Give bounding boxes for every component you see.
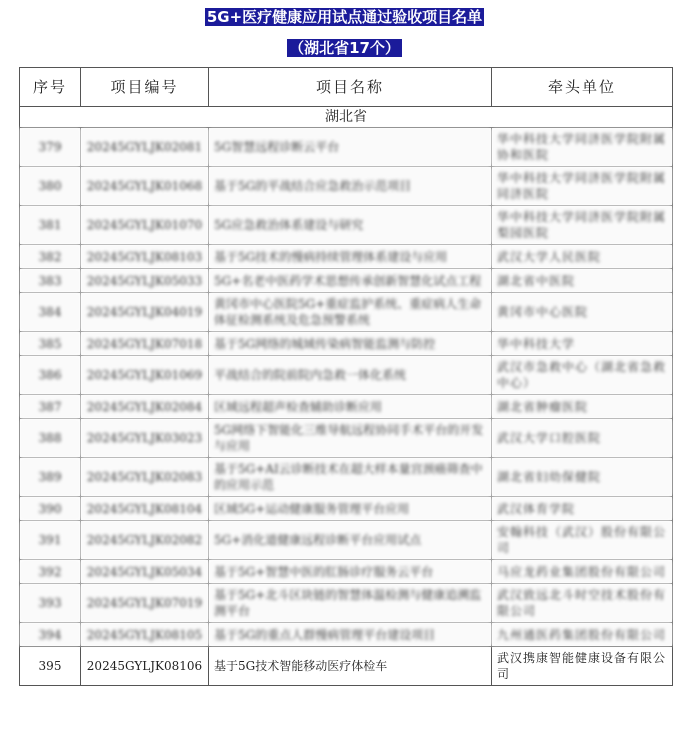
row-index: 383 [20,269,81,293]
header-project-code: 项目编号 [81,68,209,107]
project-code: 20245GYLJK02083 [81,458,209,497]
header-lead-unit: 牵头单位 [492,68,673,107]
table-row [20,332,673,356]
table-row [20,521,673,560]
project-name: 基于5G+北斗区块链的智慧体温检测与健康追溯监测平台 [209,584,492,623]
row-index: 389 [20,458,81,497]
project-name: 基于5G的平战结合应急救治示范项目 [209,167,492,206]
table-row [20,560,673,584]
project-code: 20245GYLJK02084 [81,395,209,419]
lead-unit: 安翰科技（武汉）股份有限公司 [492,521,673,560]
province-label: 湖北省 [20,107,673,128]
row-index: 381 [20,206,81,245]
table-row [20,419,673,458]
project-code: 20245GYLJK01069 [81,356,209,395]
project-name: 黄冈市中心医院5G+重症监护系统、重症病人生命体征检测系统及危急预警系统 [209,293,492,332]
row-index: 390 [20,497,81,521]
project-name: 基于5G技术智能移动医疗体检车 [209,647,492,686]
header-index: 序号 [20,68,81,107]
lead-unit: 武汉大学口腔医院 [492,419,673,458]
project-name: 5G网络下智能化三维导航远程协同手术平台的开发与应用 [209,419,492,458]
project-code: 20245GYLJK01070 [81,206,209,245]
lead-unit: 湖北省肿瘤医院 [492,395,673,419]
row-index: 391 [20,521,81,560]
table-row [20,623,673,647]
row-index: 387 [20,395,81,419]
lead-unit: 华中科技大学同济医学院附属协和医院 [492,128,673,167]
project-name: 基于5G网络的城域传染病智能监测与防控 [209,332,492,356]
document-subtitle: （湖北省17个） [289,39,400,57]
lead-unit: 武汉市急救中心（湖北省急救中心） [492,356,673,395]
project-name: 基于5G技术的慢病持续管理体系建设与应用 [209,245,492,269]
row-index: 380 [20,167,81,206]
project-code: 20245GYLJK08104 [81,497,209,521]
lead-unit: 武汉大学人民医院 [492,245,673,269]
table-row [20,497,673,521]
project-name: 基于5G的重点人群慢病管理平台建设项目 [209,623,492,647]
project-name: 区域5G+运动健康服务管理平台应用 [209,497,492,521]
project-code: 20245GYLJK07019 [81,584,209,623]
project-code: 20245GYLJK02082 [81,521,209,560]
table-row [20,647,673,686]
project-name: 基于5G+智慧中医的肛肠诊疗服务云平台 [209,560,492,584]
project-code: 20245GYLJK08105 [81,623,209,647]
project-code: 20245GYLJK04019 [81,293,209,332]
lead-unit: 武汉携康智能健康设备有限公司 [492,647,673,686]
project-code: 20245GYLJK07018 [81,332,209,356]
project-code: 20245GYLJK01068 [81,167,209,206]
table-row [20,356,673,395]
document-title: 5G+医疗健康应用试点通过验收项目名单 [206,8,483,26]
row-index: 395 [20,647,81,686]
province-row [20,107,673,128]
lead-unit: 武汉致远北斗时空技术股份有限公司 [492,584,673,623]
table-row [20,395,673,419]
project-name: 平战结合的院前院内急救一体化系统 [209,356,492,395]
project-name: 5G+名老中医药学术思想传承创新智慧化试点工程 [209,269,492,293]
lead-unit: 湖北省中医院 [492,269,673,293]
lead-unit: 华中科技大学 [492,332,673,356]
lead-unit: 武汉体育学院 [492,497,673,521]
lead-unit: 华中科技大学同济医学院附属同济医院 [492,167,673,206]
table-row [20,206,673,245]
row-index: 386 [20,356,81,395]
row-index: 388 [20,419,81,458]
row-index: 394 [20,623,81,647]
project-name: 基于5G+AI云诊断技术在超大样本量宫颈癌筛查中的应用示范 [209,458,492,497]
lead-unit: 湖北省妇幼保健院 [492,458,673,497]
table-row [20,167,673,206]
row-index: 382 [20,245,81,269]
header-project-name: 项目名称 [209,68,492,107]
project-name: 区域远程超声检查辅助诊断应用 [209,395,492,419]
lead-unit: 华中科技大学同济医学院附属梨园医院 [492,206,673,245]
table-row [20,245,673,269]
project-name: 5G智慧远程诊断云平台 [209,128,492,167]
project-code: 20245GYLJK02081 [81,128,209,167]
row-index: 392 [20,560,81,584]
project-code: 20245GYLJK05033 [81,269,209,293]
row-index: 379 [20,128,81,167]
project-code: 20245GYLJK05034 [81,560,209,584]
lead-unit: 马应龙药业集团股份有限公司 [492,560,673,584]
row-index: 393 [20,584,81,623]
project-name: 5G应急救治体系建设与研究 [209,206,492,245]
project-code: 20245GYLJK08103 [81,245,209,269]
table-header-row [20,68,673,107]
table-row [20,269,673,293]
project-table [19,67,673,686]
lead-unit: 九州通医药集团股份有限公司 [492,623,673,647]
project-code: 20245GYLJK03023 [81,419,209,458]
row-index: 385 [20,332,81,356]
lead-unit: 黄冈市中心医院 [492,293,673,332]
project-code: 20245GYLJK08106 [81,647,209,686]
project-name: 5G+消化道健康远程诊断平台应用试点 [209,521,492,560]
table-row [20,128,673,167]
table-row [20,293,673,332]
table-row [20,584,673,623]
table-row [20,458,673,497]
row-index: 384 [20,293,81,332]
